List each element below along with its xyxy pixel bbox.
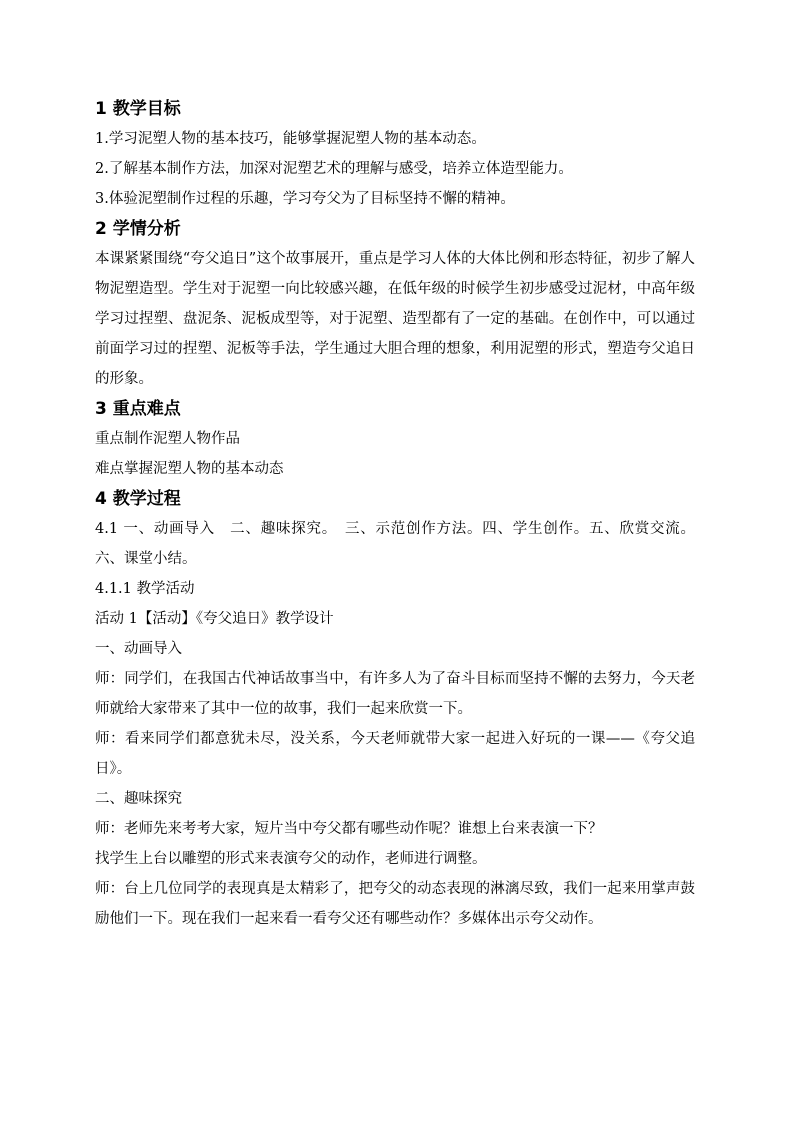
- activity-title: 活动 1【活动】《夸父追日》教学设计: [95, 611, 334, 627]
- part-2-paragraph-1: 师：老师先来考考大家，短片当中夸父都有哪些动作呢？谁想上台来表演一下？: [95, 821, 603, 837]
- process-overview: 4.1 一、动画导入 二、趣味探究。 三、示范创作方法。四、学生创作。五、欣赏交流。六、课堂小结。: [95, 521, 695, 567]
- difficult-point-item: 难点掌握泥塑人物的基本动态: [95, 461, 284, 477]
- goal-item-2: 2.了解基本制作方法，加深对泥塑艺术的理解与感受，培养立体造型能力。: [95, 161, 573, 177]
- goal-item-1: 1.学习泥塑人物的基本技巧，能够掌握泥塑人物的基本动态。: [95, 131, 486, 147]
- part-1-title: 一、动画导入: [95, 641, 182, 657]
- goal-item-3: 3.体验泥塑制作过程的乐趣，学习夸父为了目标坚持不懈的精神。: [95, 191, 515, 207]
- key-point-item: 重点制作泥塑人物作品: [95, 431, 240, 447]
- student-analysis-paragraph: 本课紧紧围绕“夸父追日”这个故事展开，重点是学习人体的大体比例和形态特征，初步了解人物泥塑造型。学生对于泥塑一向比较感兴趣，在低年级的时候学生初步感受过泥材，中高年级学习过捏塑、盘泥条、泥板成型等，对于泥塑、造型都有了一定的基础。在创作中，可以通过前面学习过的捏塑、泥板等手法，学生通过大胆合理的想象，利用泥塑的形式，塑造夸父追日的形象。: [95, 251, 695, 387]
- section-heading-teaching-goals: 1 教学目标: [95, 99, 181, 119]
- sub-heading-activities: 4.1.1 教学活动: [95, 581, 195, 597]
- part-1-paragraph-1: 师：同学们，在我国古代神话故事当中，有许多人为了奋斗目标而坚持不懈的去努力，今天老师就给大家带来了其中一位的故事，我们一起来欣赏一下。: [95, 671, 695, 717]
- part-2-paragraph-2: 找学生上台以雕塑的形式来表演夸父的动作，老师进行调整。: [95, 851, 487, 867]
- part-2-title: 二、趣味探究: [95, 791, 182, 807]
- section-heading-student-analysis: 2 学情分析: [95, 219, 181, 239]
- part-2-paragraph-3: 师：台上几位同学的表现真是太精彩了，把夸父的动态表现的淋漓尽致，我们一起来用掌声鼓励他们一下。现在我们一起来看一看夸父还有哪些动作？多媒体出示夸父动作。: [95, 881, 695, 927]
- section-heading-teaching-process: 4 教学过程: [95, 489, 181, 509]
- document-body: [95, 94, 695, 934]
- part-1-paragraph-2: 师：看来同学们都意犹未尽，没关系，今天老师就带大家一起进入好玩的一课——《夸父追日》。: [95, 731, 695, 777]
- section-heading-key-points: 3 重点难点: [95, 399, 181, 419]
